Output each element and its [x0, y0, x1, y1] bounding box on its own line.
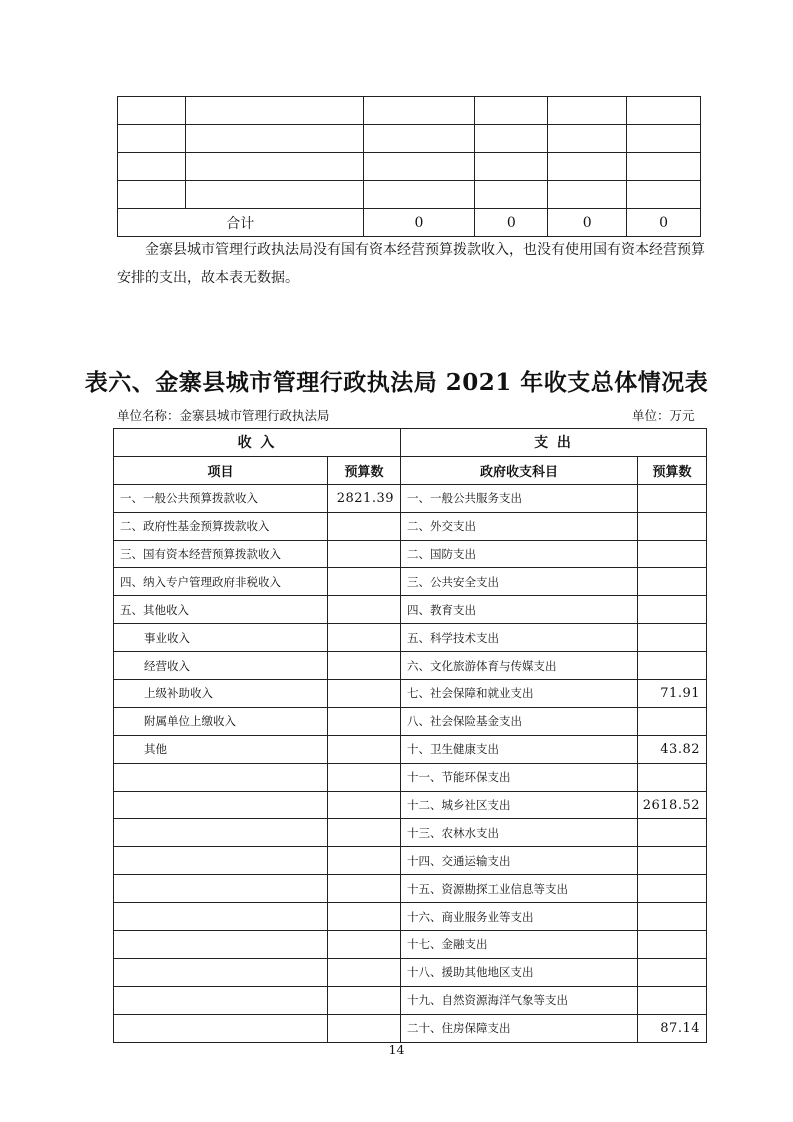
table-row — [114, 847, 707, 875]
expense-value — [638, 540, 707, 568]
income-value — [328, 540, 401, 568]
income-header: 收 入 — [114, 429, 401, 457]
page-title: 表六、金寨县城市管理行政执法局 2021 年收支总体情况表 — [84, 369, 709, 396]
table-row — [114, 624, 707, 652]
expense-value — [638, 568, 707, 596]
table-row — [114, 735, 707, 763]
expense-item: 十八、援助其他地区支出 — [401, 958, 638, 986]
income-value — [328, 791, 401, 819]
table-row — [118, 181, 701, 209]
table-body — [114, 484, 707, 1042]
unit-name: 单位名称：金寨县城市管理行政执法局 — [117, 408, 330, 423]
expense-value — [638, 763, 707, 791]
income-value — [328, 931, 401, 959]
income-value — [328, 596, 401, 624]
expense-item: 十、卫生健康支出 — [401, 735, 638, 763]
expense-value: 43.82 — [638, 735, 707, 763]
income-item — [114, 763, 328, 791]
income-item: 四、纳入专户管理政府非税收入 — [114, 568, 328, 596]
income-value — [328, 819, 401, 847]
expense-value: 87.14 — [638, 1014, 707, 1042]
expense-item: 十九、自然资源海洋气象等支出 — [401, 986, 638, 1014]
expense-value — [638, 903, 707, 931]
expense-item: 十一、节能环保支出 — [401, 763, 638, 791]
expense-item: 四、教育支出 — [401, 596, 638, 624]
expense-header: 支 出 — [401, 429, 707, 457]
income-item: 五、其他收入 — [114, 596, 328, 624]
total-value: 0 — [475, 209, 548, 237]
expense-value — [638, 624, 707, 652]
income-item: 一、一般公共预算拨款收入 — [114, 484, 328, 512]
expense-item: 五、科学技术支出 — [401, 624, 638, 652]
table-row — [114, 707, 707, 735]
expense-value — [638, 875, 707, 903]
income-item — [114, 819, 328, 847]
table-row — [114, 875, 707, 903]
expense-item: 二、国防支出 — [401, 540, 638, 568]
income-value — [328, 986, 401, 1014]
table-row — [114, 986, 707, 1014]
income-value — [328, 875, 401, 903]
expense-value: 2618.52 — [638, 791, 707, 819]
income-item — [114, 903, 328, 931]
total-value: 0 — [627, 209, 701, 237]
income-value — [328, 763, 401, 791]
income-item: 附属单位上缴收入 — [114, 707, 328, 735]
income-item — [114, 847, 328, 875]
income-value — [328, 624, 401, 652]
table-row — [114, 763, 707, 791]
income-item — [114, 791, 328, 819]
income-item — [114, 875, 328, 903]
expense-value — [638, 652, 707, 680]
expense-item: 三、公共安全支出 — [401, 568, 638, 596]
income-item: 经营收入 — [114, 652, 328, 680]
total-row — [118, 209, 701, 237]
income-value — [328, 568, 401, 596]
expense-item: 十七、金融支出 — [401, 931, 638, 959]
income-item: 三、国有资本经营预算拨款收入 — [114, 540, 328, 568]
table-row — [114, 958, 707, 986]
income-value — [328, 680, 401, 708]
expense-value — [638, 958, 707, 986]
expense-item: 十五、资源勘探工业信息等支出 — [401, 875, 638, 903]
table-row — [114, 512, 707, 540]
table-row — [114, 791, 707, 819]
expense-value — [638, 847, 707, 875]
income-value — [328, 903, 401, 931]
expense-item: 十四、交通运输支出 — [401, 847, 638, 875]
income-budget-header: 预算数 — [328, 456, 401, 484]
income-value — [328, 847, 401, 875]
income-item: 其他 — [114, 735, 328, 763]
table-row — [114, 652, 707, 680]
table-row — [114, 819, 707, 847]
section-header-row — [114, 429, 707, 457]
income-item-header: 项目 — [114, 456, 328, 484]
table-row — [114, 903, 707, 931]
table-row — [118, 97, 701, 125]
table-row — [114, 540, 707, 568]
income-value — [328, 652, 401, 680]
income-value — [328, 958, 401, 986]
page-number: 14 — [388, 1042, 405, 1057]
table-row — [114, 484, 707, 512]
expense-item: 六、文化旅游体育与传媒支出 — [401, 652, 638, 680]
unit-label: 单位：万元 — [632, 408, 695, 423]
income-item: 上级补助收入 — [114, 680, 328, 708]
expense-value — [638, 986, 707, 1014]
income-item: 二、政府性基金预算拨款收入 — [114, 512, 328, 540]
income-value: 2821.39 — [328, 484, 401, 512]
table-row — [114, 680, 707, 708]
expense-item: 一、一般公共服务支出 — [401, 484, 638, 512]
income-value — [328, 707, 401, 735]
expense-item: 十六、商业服务业等支出 — [401, 903, 638, 931]
column-header-row — [114, 456, 707, 484]
expense-item: 十二、城乡社区支出 — [401, 791, 638, 819]
table-row — [114, 1014, 707, 1042]
expense-value — [638, 819, 707, 847]
table-row — [114, 931, 707, 959]
total-label: 合计 — [118, 209, 364, 237]
expense-budget-header: 预算数 — [638, 456, 707, 484]
expense-item: 二、外交支出 — [401, 512, 638, 540]
income-item — [114, 958, 328, 986]
expense-item: 十三、农林水支出 — [401, 819, 638, 847]
table-row — [118, 125, 701, 153]
total-value: 0 — [548, 209, 627, 237]
income-item — [114, 1014, 328, 1042]
expense-value — [638, 931, 707, 959]
income-item — [114, 986, 328, 1014]
total-value: 0 — [363, 209, 475, 237]
income-value — [328, 1014, 401, 1042]
expense-value — [638, 707, 707, 735]
income-value — [328, 512, 401, 540]
expense-item: 七、社会保障和就业支出 — [401, 680, 638, 708]
expense-item: 二十、住房保障支出 — [401, 1014, 638, 1042]
note-paragraph: 金寨县城市管理行政执法局没有国有资本经营预算拨款收入，也没有使用国有资本经营预算安排的支出，故本表无数据。 — [117, 242, 705, 286]
expense-value — [638, 596, 707, 624]
table-row — [114, 596, 707, 624]
expense-value — [638, 512, 707, 540]
expense-value: 71.91 — [638, 680, 707, 708]
expense-item: 八、社会保险基金支出 — [401, 707, 638, 735]
expense-value — [638, 484, 707, 512]
income-item — [114, 931, 328, 959]
income-value — [328, 735, 401, 763]
income-expense-table — [113, 428, 707, 1043]
expense-item-header: 政府收支科目 — [401, 456, 638, 484]
table-row — [118, 153, 701, 181]
empty-capital-budget-table — [117, 96, 701, 237]
income-item: 事业收入 — [114, 624, 328, 652]
table-row — [114, 568, 707, 596]
